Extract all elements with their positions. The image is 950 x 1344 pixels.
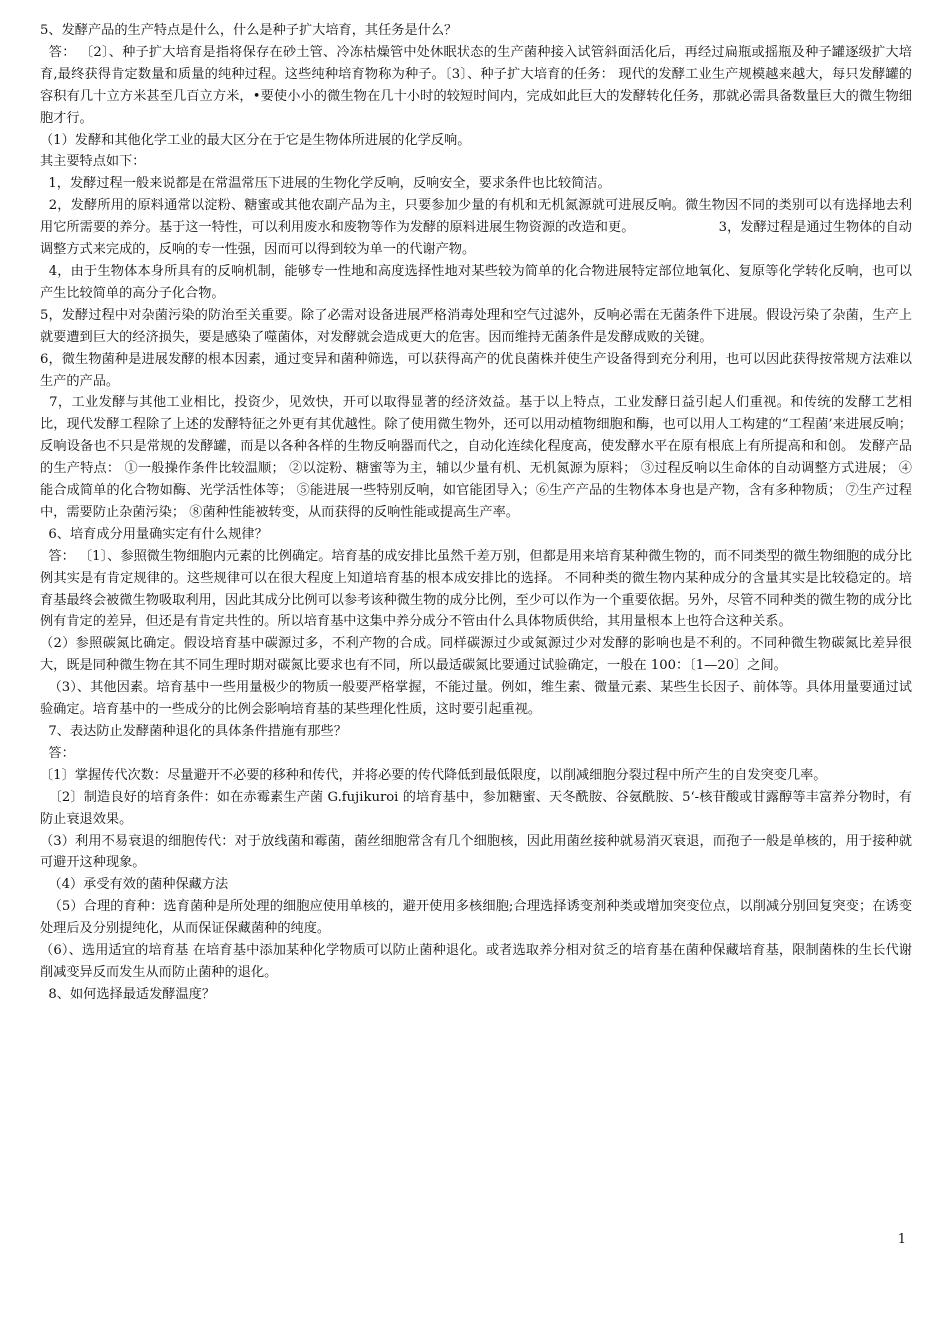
- list-item: 〔2〕制造良好的培育条件：如在赤霉素生产菌 G.fujikuroi 的培育基中，参加糖蜜、天冬酰胺、谷氨酰胺、5‘-核苷酸或甘露醇等丰富养分物时，有防止衰退效果。: [40, 789, 912, 827]
- page-number: 1: [897, 1232, 906, 1247]
- list-item: 5，发酵过程中对杂菌污染的防治至关重要。除了必需对设备进展严格消毒处理和空气过滤外，反响必需在无菌条件下进展。假设污染了杂菌，生产上就要遭到巨大的经济损失，要是感染了噬菌体，对发酵就会造成更大的危害。因而维持无菌条件是发酵成败的关键。: [40, 307, 912, 345]
- answer-paragraph: （1）发酵和其他化学工业的最大区分在于它是生物体所进展的化学反响。: [40, 132, 471, 148]
- question-5-heading: 5、发酵产品的生产特点是什么，什么是种子扩大培育，其任务是什么？: [40, 23, 458, 38]
- list-item: 4，由于生物体本身所具有的反响机制，能够专一性地和高度选择性地对某些较为简单的化合物进展特定部位地氧化、复原等化学转化反响，也可以产生比较简单的高分子化合物。: [40, 263, 912, 301]
- document-body: [40, 20, 912, 1006]
- answer-paragraph: 答： 〔2〕、种子扩大培育是指将保存在砂土管、冷冻枯燥管中处休眠状态的生产菌种接入试管斜面活化后，再经过扁瓶或摇瓶及种子罐逐级扩大培育,最终获得肯定数量和质量的纯种过程。这些纯种培育物称为种子。〔3〕、种子扩大培育的任务： 现代的发酵工业生产规模越来越大，每只发酵罐的容积有几十立方米甚至几百立方米，•要使小小的微生物在几十小时的较短时间内，完成如此巨大的发酵转化任务，那就必需具备数量巨大的微生物细胞才行。: [40, 44, 912, 126]
- answer-paragraph: （2）参照碳氮比确定。假设培育基中碳源过多，不利产物的合成。同样碳源过少或氮源过少对发酵的影响也是不利的。不同种微生物碳氮比差异很大，既是同种微生物在其不同生理时期对碳氮比要求也有不同，所以最适碳氮比要通过试验确定，一般在 100：〔1—20〕之间。: [40, 636, 912, 674]
- list-item: 〔1〕掌握传代次数：尽量避开不必要的移种和传代，并将必要的传代降低到最低限度，以削减细胞分裂过程中所产生的自发突变几率。: [40, 767, 827, 783]
- question-8-heading: 8、如何选择最适发酵温度？: [40, 986, 216, 1002]
- list-item: （4）承受有效的菌种保藏方法: [40, 877, 229, 893]
- answer-label: 答：: [40, 745, 75, 761]
- answer-paragraph: 其主要特点如下：: [40, 154, 146, 170]
- list-item: 1，发酵过程一般来说都是在常温常压下进展的生物化学反响，反响安全，要求条件也比较简洁。: [40, 176, 611, 192]
- answer-paragraph: （3）、其他因素。培育基中一些用量极少的物质一般要严格掌握，不能过量。例如，维生素、微量元素、某些生长因子、前体等。具体用量要通过试验确定。培育基中的一些成分的比例会影响培育基的某些理化性质，这时要引起重视。: [40, 680, 912, 718]
- list-item: （3）利用不易衰退的细胞传代：对于放线菌和霉菌，菌丝细胞常含有几个细胞核，因此用菌丝接种就易消灭衰退，而孢子一般是单核的，用于接种就可避开这种现象。: [40, 833, 912, 871]
- list-item: 6，微生物菌种是进展发酵的根本因素，通过变异和菌种筛选，可以获得高产的优良菌株并使生产设备得到充分利用，也可以因此获得按常规方法难以生产的产品。: [40, 351, 912, 389]
- list-item: 2，发酵所用的原料通常以淀粉、糖蜜或其他农副产品为主，只要参加少量的有机和无机氮源就可进展反响。微生物因不同的类别可以有选择地去利用它所需要的养分。基于这一特性，可以利用废水和废物等作为发酵的原料进展生物资源的改造和更。 3，发酵过程是通过生物体的自动调整方式来完成的，反响的专一性强，因而可以得到较为单一的代谢产物。: [40, 198, 912, 258]
- answer-paragraph: 答： 〔1〕、参照微生物细胞内元素的比例确定。培育基的成安排比虽然千差万别，但都是用来培育某种微生物的，而不同类型的微生物细胞的成分比例其实是有肯定规律的。这些规律可以在很大程度上知道培育基的根本成安排比的选择。 不同种类的微生物内某种成分的含量其实是比较稳定的。培育基最终会被微生物吸取利用，因此其成分比例可以参考该种微生物的成分比例，至少可以作为一个重要依据。另外，尽管不同种类的微生物的成分比例有肯定的差异，但还是有肯定共性的。所以培育基中这集中养分成分不管由什么具体物质供给，其用量根本上也符合这种关系。: [40, 548, 912, 630]
- question-6-heading: 6、培育成分用量确实定有什么规律？: [40, 526, 268, 542]
- list-item: （6）、选用适宜的培育基 在培育基中添加某种化学物质可以防止菌种退化。或者选取养分相对贫乏的培育基在菌种保藏培育基，限制菌株的生长代谢削减变异反而发生从而防止菌种的退化。: [40, 943, 912, 980]
- list-item: 7，工业发酵与其他工业相比，投资少，见效快，开可以取得显著的经济效益。基于以上特点，工业发酵日益引起人们重视。和传统的发酵工艺相比，现代发酵工程除了上述的发酵特征之外更有其优越性。除了使用微生物外，还可以用动植物细胞和酶，也可以用人工构建的“工程菌’来进展反响；反响设备也不只是常规的发酵罐，而是以各种各样的生物反响器而代之，自动化连续化程度高，使发酵水平在原有根底上有所提高和和创。 发酵产品的生产特点： ①一般操作条件比较温顺； ②以淀粉、糖蜜等为主，辅以少量有机、无机氮源为原料； ③过程反响以生命体的自动调整方式进展； ④能合成简单的化合物如酶、光学活性体等； ⑤能进展一些特别反响，如官能团导入；⑥生产产品的生物体本身也是产物，含有多种物质； ⑦生产过程中，需要防止杂菌污染； ⑧菌种性能被转变，从而获得的反响性能或提高生产率。: [40, 395, 912, 520]
- list-item: （5）合理的育种：选育菌种是所处理的细胞应使用单核的，避开使用多核细胞;合理选择诱变剂种类或增加突变位点，以削减分别回复突变；在诱变处理后及分别提纯化，从而保证保藏菌种的纯度。: [40, 899, 913, 937]
- question-7-heading: 7、表达防止发酵菌种退化的具体条件措施有那些？: [40, 724, 347, 739]
